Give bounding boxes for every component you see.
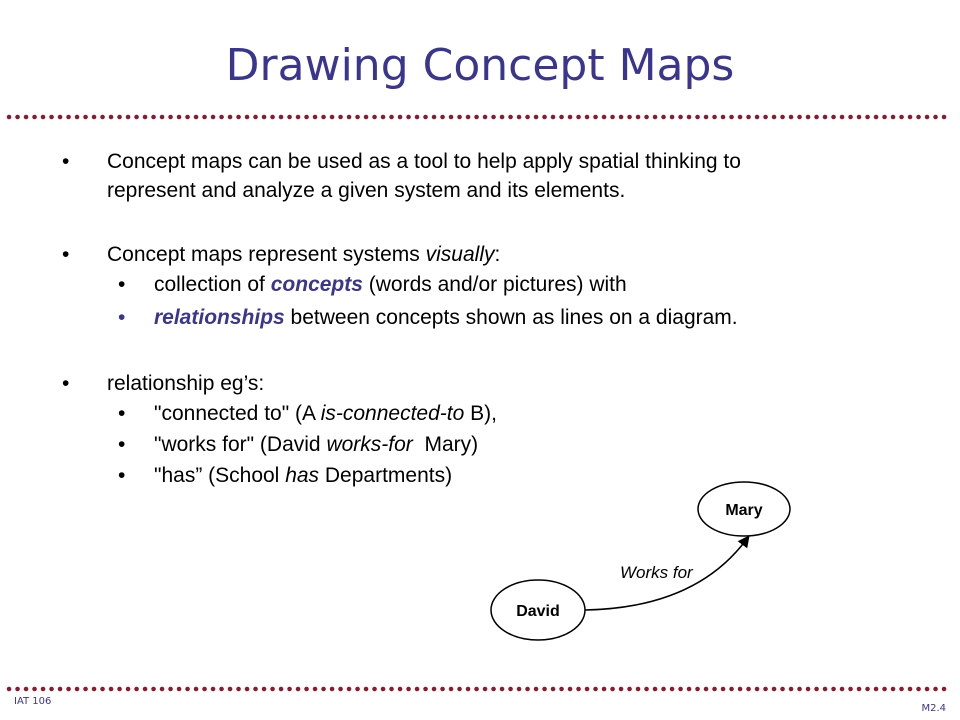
bullet-2a-suffix: (words and/or pictures) with	[362, 273, 627, 296]
bullet-3c-emphasis: has	[285, 464, 320, 487]
bullet-2b	[154, 307, 738, 328]
node-mary-label: Mary	[725, 502, 763, 519]
bullet-3b-emphasis: works-for	[326, 433, 413, 456]
sub-bullet-marker: •	[118, 433, 126, 456]
sub-bullet-marker: •	[118, 402, 126, 425]
bullet-marker: •	[62, 243, 70, 266]
slide-title: Drawing Concept Maps	[225, 40, 735, 91]
bullet-3c-text: "has” (School	[154, 464, 286, 487]
bullet-3a	[154, 403, 497, 424]
bullet-2-emphasis: visually	[425, 243, 495, 266]
bullet-marker: •	[62, 372, 70, 395]
bullet-2b-text: between concepts shown as lines on a diagram.	[284, 306, 738, 329]
concept-map-diagram	[480, 476, 800, 656]
bullet-2b-keyword: relationships	[154, 306, 285, 329]
sub-bullet-marker: •	[118, 306, 126, 329]
edge-label: Works for	[620, 563, 693, 582]
sub-bullet-marker: •	[118, 464, 126, 487]
bullet-marker: •	[62, 150, 70, 173]
footer-course: IAT 106	[14, 696, 52, 707]
footer-slide-number: M2.4	[921, 703, 946, 714]
bullet-2a-text: collection of	[154, 273, 271, 296]
node-david-label: David	[516, 603, 560, 620]
sub-bullet-marker: •	[118, 273, 126, 296]
bullet-3a-text: "connected to" (A	[154, 402, 321, 425]
bullet-3: relationship eg’s:	[107, 372, 265, 395]
bullet-2-text: Concept maps represent systems	[107, 243, 426, 266]
bullet-2a	[154, 274, 627, 295]
bullet-3c-suffix: Departments)	[319, 464, 453, 487]
bullet-2-suffix: :	[494, 243, 501, 266]
bullet-3c	[154, 465, 452, 486]
bullet-3a-emphasis: is-connected-to	[320, 402, 465, 425]
bullet-2a-keyword: concepts	[270, 273, 363, 296]
bullet-3b-suffix: Mary)	[412, 433, 479, 456]
bullet-3b	[154, 434, 478, 455]
bullet-1-line-1: Concept maps can be used as a tool to help apply spatial thinking to	[107, 150, 741, 173]
bullet-3b-text: "works for" (David	[154, 433, 327, 456]
bullet-2	[107, 244, 500, 265]
bullet-3a-suffix: B),	[464, 402, 497, 425]
divider-bottom	[6, 686, 954, 692]
bullet-1-line-2: represent and analyze a given system and its elements.	[107, 179, 626, 202]
